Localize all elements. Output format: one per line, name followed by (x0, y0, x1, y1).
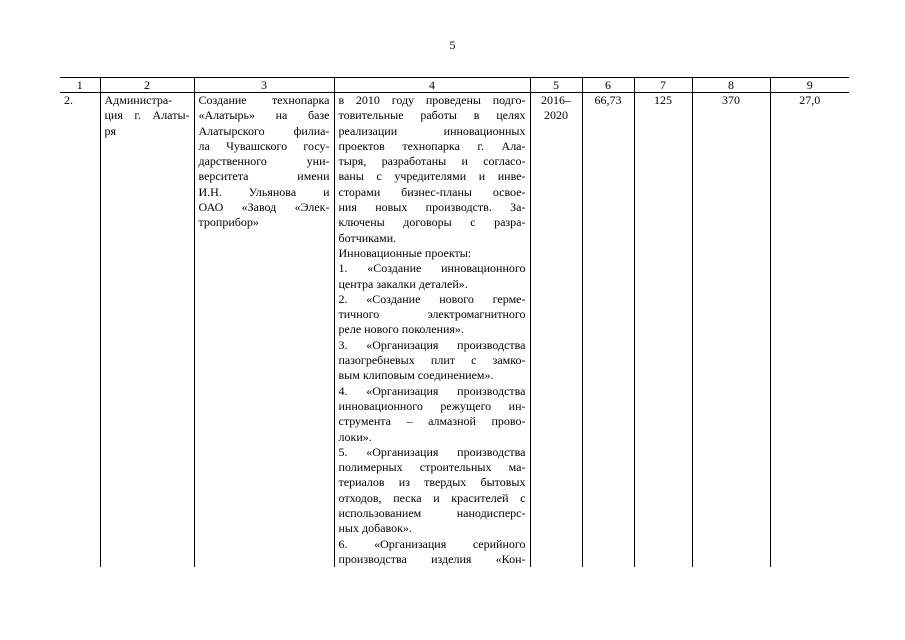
measure-line: верситета имени (198, 169, 330, 184)
results-line: товительные работы в целях (338, 108, 526, 123)
column-header: 4 (334, 78, 530, 93)
period-line: 2016– (541, 93, 571, 107)
results-line: отходов, песка и красителей с (338, 490, 526, 505)
row-number: 2. (64, 93, 73, 107)
results-line: ния новых производств. За- (338, 200, 526, 215)
results-line: производства изделия «Кон- (338, 551, 526, 566)
results-line: в 2010 году проведены подго- (338, 93, 526, 107)
column-header: 2 (100, 78, 194, 93)
measure-cell (194, 93, 334, 568)
results-line: инновационного режущего ин- (338, 398, 526, 413)
results-line: ключены договоры с разра- (338, 215, 526, 230)
period-line: 2020 (544, 108, 568, 123)
results-line: 5. «Организация производства (338, 444, 526, 459)
column-header: 3 (194, 78, 334, 93)
row-number-cell (60, 93, 100, 568)
results-line: 3. «Организация производства (338, 337, 526, 352)
results-line: Инновационные проекты: (338, 245, 472, 260)
column-header: 5 (530, 78, 582, 93)
column-header: 9 (770, 78, 849, 93)
results-cell (334, 93, 530, 568)
period-cell (530, 93, 582, 568)
results-line: 2. «Создание нового герме- (338, 291, 526, 306)
results-line: териалов из твердых бытовых (338, 475, 526, 490)
results-line: центра закалки деталей». (338, 276, 468, 291)
results-line: пазогребневых плит с замко- (338, 353, 526, 368)
executor-cell (100, 93, 194, 568)
measure-line: Алатырского филиа- (198, 123, 330, 138)
executor-line: ция г. Алаты- (104, 108, 190, 123)
column-header: 1 (60, 78, 100, 93)
results-line: ваны с учредителями и инве- (338, 169, 526, 184)
measure-line: И.Н. Ульянова и (198, 184, 330, 199)
column-header: 7 (634, 78, 692, 93)
table-header-row (60, 78, 849, 93)
results-line: сторами бизнес-планы освое- (338, 184, 526, 199)
results-line: тичного электромагнитного (338, 307, 526, 322)
column-header: 8 (692, 78, 770, 93)
measure-line: ОАО «Завод «Элек- (198, 200, 330, 215)
results-line: реле нового поколения». (338, 322, 464, 337)
results-line: струмента – алмазной прово- (338, 414, 526, 429)
measure-line: Создание технопарка (198, 93, 330, 107)
results-line: вым клиповым соединением». (338, 368, 494, 383)
table-row (60, 93, 849, 568)
page-number: 5 (449, 38, 456, 52)
results-line: ботчиками. (338, 230, 397, 245)
column-header: 6 (582, 78, 634, 93)
measure-line: ла Чувашского госу- (198, 138, 330, 153)
value-cell-8: 370 (692, 93, 770, 568)
executor-line: Администра- (104, 93, 173, 107)
results-line: 1. «Создание инновационного (338, 261, 526, 276)
value-cell-6: 66,73 (582, 93, 634, 568)
results-line: полимерных строительных ма- (338, 460, 526, 475)
results-line: проектов технопарка г. Ала- (338, 138, 526, 153)
executor-line: ря (104, 123, 117, 138)
measure-line: дарственного уни- (198, 154, 330, 169)
measure-line: троприбор» (198, 215, 259, 230)
value-cell-7: 125 (634, 93, 692, 568)
results-line: использованием нанодисперс- (338, 506, 526, 521)
results-line: тыря, разработаны и согласо- (338, 154, 526, 169)
results-line: ных добавок». (338, 521, 412, 536)
results-line: реализации инновационных (338, 123, 526, 138)
results-line: 6. «Организация серийного (338, 536, 526, 551)
results-line: локи». (338, 429, 372, 444)
value-cell-9: 27,0 (770, 93, 849, 568)
program-table (60, 77, 849, 567)
measure-line: «Алатырь» на базе (198, 108, 330, 123)
results-line: 4. «Организация производства (338, 383, 526, 398)
